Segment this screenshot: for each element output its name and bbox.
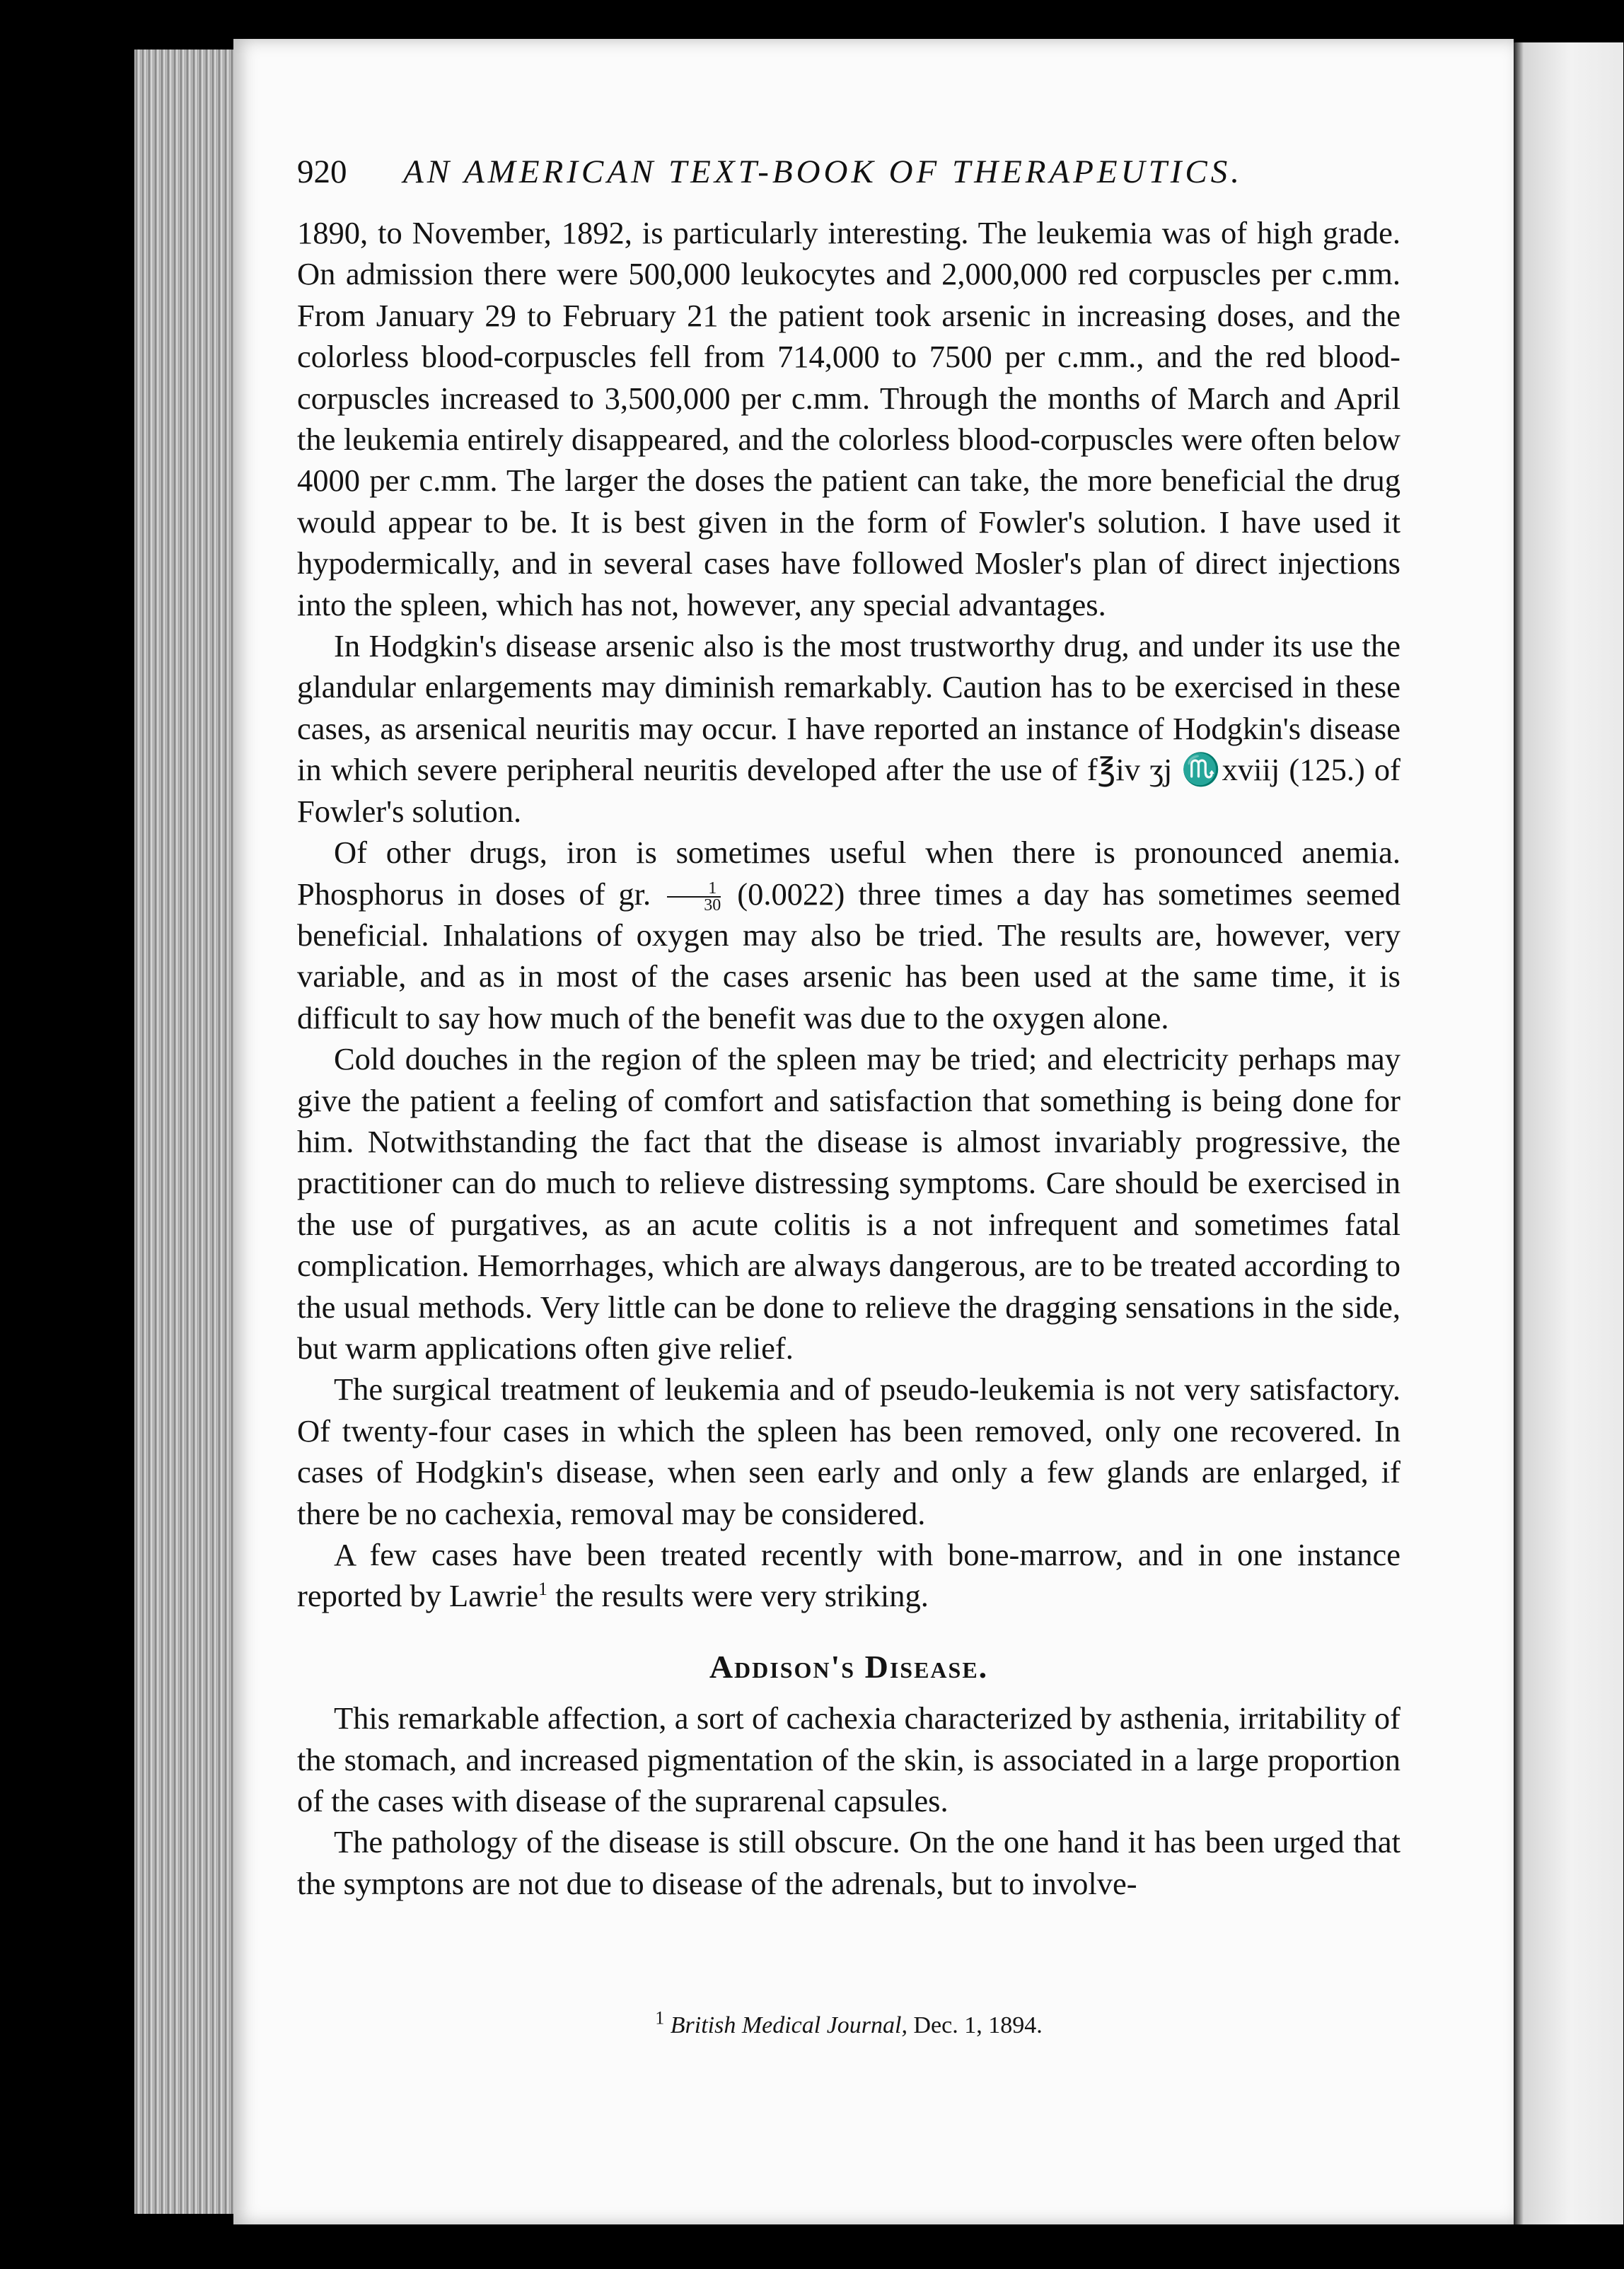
paragraph-text: the results were very striking. <box>547 1578 929 1614</box>
paragraph <box>297 832 1400 1038</box>
paragraph-text: A few cases have been treated recently with bone-marrow, and in one instance reported by Lawrie <box>297 1537 1400 1614</box>
paragraph: This remarkable affection, a sort of cachexia characterized by asthenia, irritability of the stomach, and increased pigmentation of the skin, is associated in a large proportion of the cases with disease of the suprarenal capsules. <box>297 1700 1400 1819</box>
fraction-numerator: 1 <box>667 881 721 898</box>
paragraph-text: (0.0022) three times a day has sometimes seemed beneficial. Inhalations of oxygen may also be tried. The results are, however, very variable, and as in most of the cases arsenic has been used at the same time, it is difficult to say how much of the benefit was due to the oxygen alone. <box>297 876 1400 1035</box>
page-number: 920 <box>297 153 347 190</box>
paragraph: The surgical treatment of leukemia and of pseudo-leukemia is not very satisfactory. Of twenty-four cases in which the spleen has been removed, only one recovered. In cases of Hodgkin's disease, when seen early and only a few glands are enlarged, if there be no cachexia, removal may be considered. <box>297 1371 1400 1531</box>
paragraph: In Hodgkin's disease arsenic also is the most trustworthy drug, and under its use the glandular enlargements may diminish remarkably. Caution has to be exercised in these cases, as arsenical neuritis may occur. I have reported an instance of Hodgkin's disease in which severe peripheral neuritis developed after the use of f℥iv ʒj ♏xviij (125.) of Fowler's solution. <box>297 628 1400 829</box>
section-heading: Addison's Disease. <box>709 1648 989 1685</box>
footnote-date: Dec. 1, 1894. <box>913 2012 1043 2038</box>
running-title: AN AMERICAN TEXT-BOOK OF THERAPEUTICS. <box>403 153 1243 190</box>
fraction <box>667 881 721 913</box>
fraction-denominator: 30 <box>704 896 721 915</box>
footnote <box>297 2007 1400 2039</box>
paragraph: Cold douches in the region of the spleen may be tried; and electricity perhaps may give the patient a feeling of comfort and satisfaction that something is being done for him. Notwithstanding the fact that the disease is almost invariably progressive, the practitioner can do much to relieve distressing symptoms. Care should be exercised in the use of purgatives, as an acute colitis is a not infrequent and sometimes fatal complication. Hemorrhages, which are always dangerous, are to be treated according to the usual methods. Very little can be done to relieve the dragging sensations in the side, but warm applications often give relief. <box>297 1041 1400 1366</box>
paragraph: The pathology of the disease is still obscure. On the one hand it has been urged that the symptons are not due to disease of the adrenals, but to involve- <box>297 1824 1400 1901</box>
footnote-reference: 1 <box>538 1579 548 1600</box>
running-header <box>297 152 1408 192</box>
paragraph-text: Of other drugs, iron is sometimes useful when there is pronounced anemia. Phosphorus in doses of gr. <box>297 835 1400 912</box>
footnote-journal: British Medical Journal, <box>670 2012 907 2038</box>
paragraph <box>297 1534 1400 1617</box>
book-page-edges <box>134 50 240 2214</box>
footnote-mark: 1 <box>655 2007 665 2029</box>
paragraph: 1890, to November, 1892, is particularly interesting. The leukemia was of high grade. On admission there were 500,000 leukocytes and 2,000,000 red corpuscles per c.mm. From January 29 to February 21 the patient took arsenic in increasing doses, and the colorless blood-corpuscles fell from 714,000 to 7500 per c.mm., and the red blood-corpuscles increased to 3,500,000 per c.mm. Through the months of March and April the leukemia entirely disappeared, and the colorless blood-corpuscles were often below 4000 per c.mm. The larger the doses the patient can take, the more beneficial the drug would appear to be. It is best given in the form of Fowler's solution. I have used it hypodermically, and in several cases have followed Mosler's plan of direct injections into the spleen, which has not, however, any special advantages. <box>297 215 1400 622</box>
body-text <box>297 212 1400 1904</box>
facing-page-edge <box>1514 42 1623 2224</box>
